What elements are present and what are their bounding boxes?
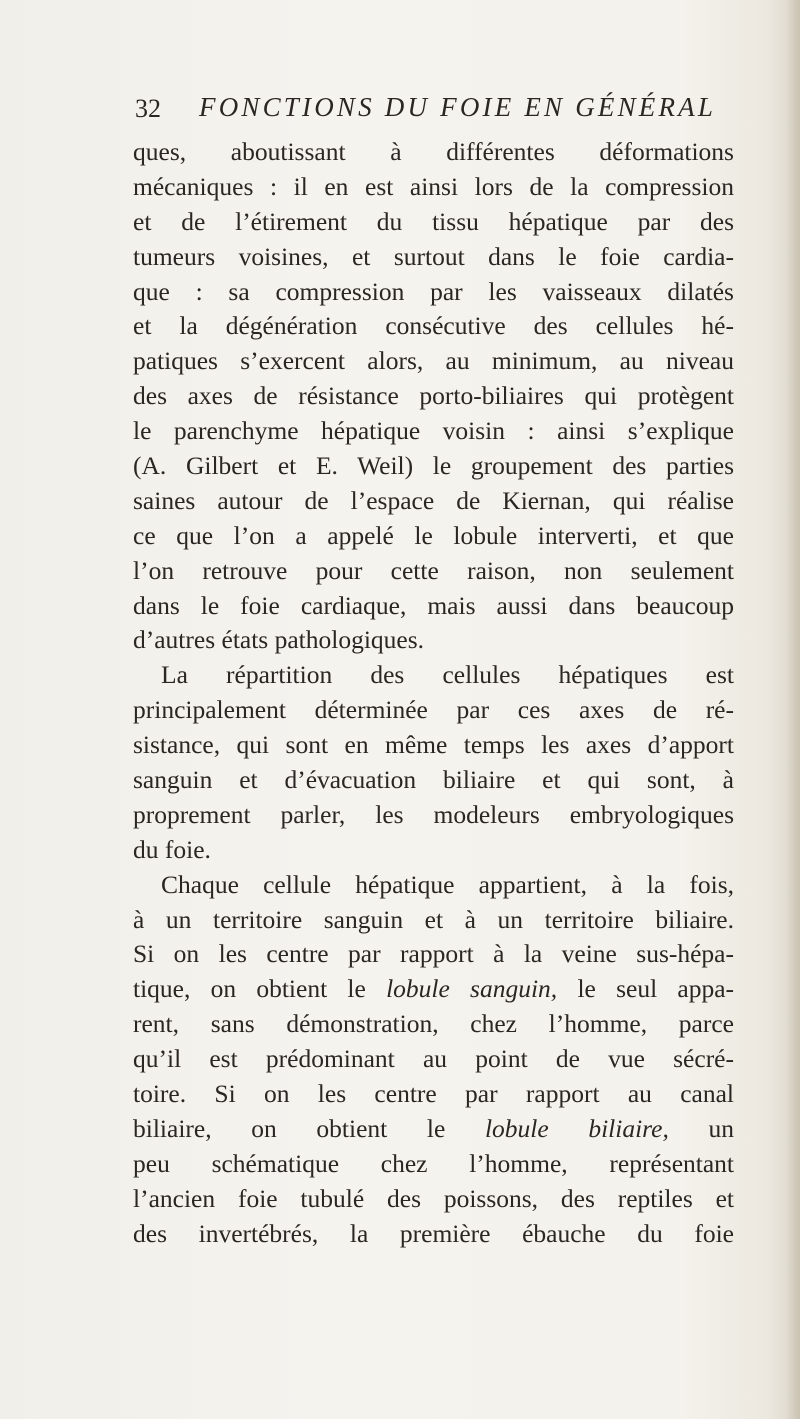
text-line: sistance, qui sont en même temps les axes d’apport xyxy=(133,730,734,760)
page-edge-shadow xyxy=(786,0,800,1419)
text-line: l’ancien foie tubulé des poissons, des reptiles et xyxy=(133,1183,734,1213)
italic-term-lobule-biliaire: lobule biliaire, xyxy=(484,1113,669,1143)
paragraph-first-line: Chaque cellule hépatique appartient, à la fois, xyxy=(161,869,734,899)
text-line: tumeurs voisines, et surtout dans le foie cardia- xyxy=(133,241,734,271)
text-line: dans le foie cardiaque, mais aussi dans beaucoup xyxy=(133,590,734,620)
italic-term-lobule-sanguin: lobule sanguin, xyxy=(386,974,558,1004)
text-segment: tique, on obtient le xyxy=(133,974,366,1004)
text-line: et la dégénération consécutive des cellules hé- xyxy=(133,311,734,341)
text-line: principalement déterminée par ces axes de ré- xyxy=(133,695,734,725)
text-line: le parenchyme hépatique voisin : ainsi s’explique xyxy=(133,416,734,446)
text-line: patiques s’exercent alors, au minimum, au niveau xyxy=(133,346,734,376)
text-line: (A. Gilbert et E. Weil) le groupement des parties xyxy=(133,451,734,481)
text-line: ce que l’on a appelé le lobule interverti, et que xyxy=(133,520,734,550)
running-head xyxy=(135,92,735,126)
text-line: des axes de résistance porto-biliaires qui protègent xyxy=(133,381,734,411)
text-line: que : sa compression par les vaisseaux dilatés xyxy=(133,276,734,306)
paragraph-first-line: La répartition des cellules hépatiques est xyxy=(161,660,734,690)
text-line-with-italic xyxy=(133,972,734,1007)
text-segment: le seul appa- xyxy=(577,974,735,1004)
text-line: du foie. xyxy=(133,834,211,864)
text-line: saines autour de l’espace de Kiernan, qui réalise xyxy=(133,485,734,515)
text-line: l’on retrouve pour cette raison, non seulement xyxy=(133,555,734,585)
text-line: proprement parler, les modeleurs embryologiques xyxy=(133,799,734,829)
text-line: rent, sans démonstration, chez l’homme, parce xyxy=(133,1009,734,1039)
text-line: toire. Si on les centre par rapport au canal xyxy=(133,1079,734,1109)
text-segment: un xyxy=(708,1113,734,1143)
text-line: peu schématique chez l’homme, représentant xyxy=(133,1148,734,1178)
page-number: 32 xyxy=(135,94,161,123)
text-line-with-italic xyxy=(133,1112,734,1147)
text-segment: biliaire, on obtient le xyxy=(133,1113,446,1143)
running-head-title: FONCTIONS DU FOIE EN GÉNÉRAL xyxy=(199,92,717,122)
text-line: Si on les centre par rapport à la veine sus-hépa- xyxy=(133,939,734,969)
text-line: d’autres états pathologiques. xyxy=(133,625,425,655)
text-line: à un territoire sanguin et à un territoire biliaire. xyxy=(133,904,734,934)
body-text xyxy=(133,135,734,1252)
text-line: mécaniques : il en est ainsi lors de la compression xyxy=(133,171,734,201)
text-line: et de l’étirement du tissu hépatique par des xyxy=(133,206,734,236)
text-line: ques, aboutissant à différentes déformations xyxy=(133,137,734,166)
text-line: sanguin et d’évacuation biliaire et qui sont, à xyxy=(133,765,734,795)
text-line: qu’il est prédominant au point de vue sécré- xyxy=(133,1044,734,1074)
text-line: des invertébrés, la première ébauche du foie xyxy=(133,1218,734,1248)
